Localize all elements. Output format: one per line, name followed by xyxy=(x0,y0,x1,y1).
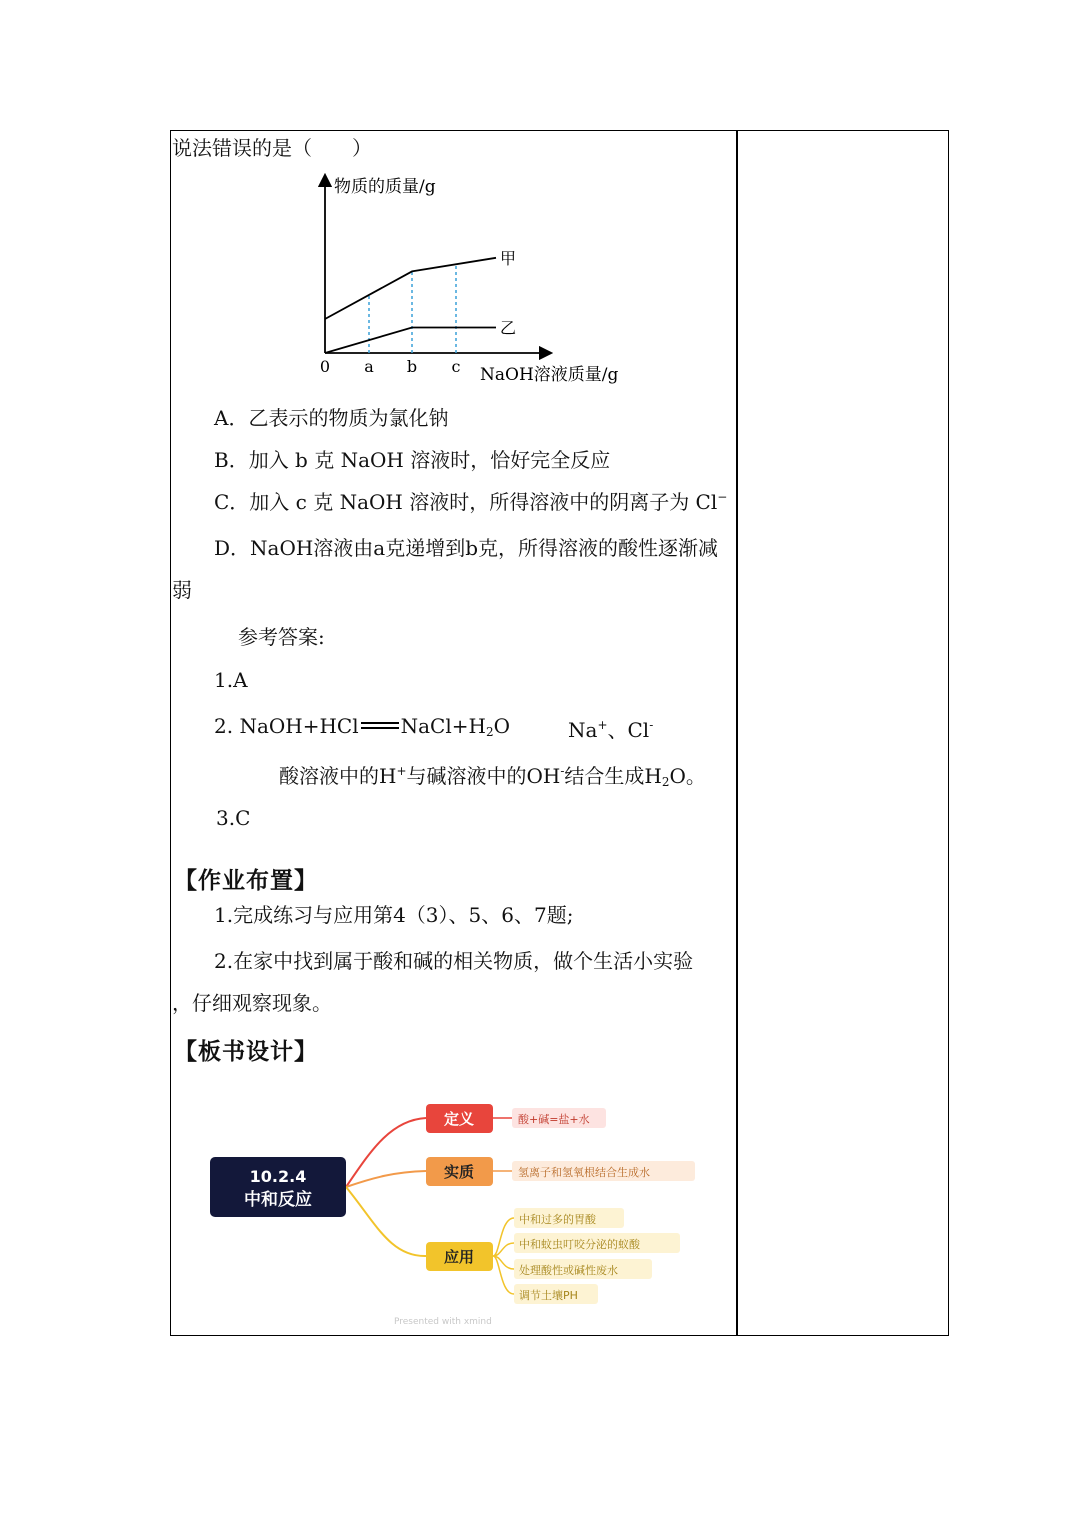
answer-1: 1.A xyxy=(214,668,248,692)
leaf-essence: 氢离子和氢氧根结合生成水 xyxy=(518,1166,650,1179)
x-tick-c: c xyxy=(451,357,461,376)
y-axis-label: 物质的质量/g xyxy=(334,177,436,197)
equation-reactants: 2. NaOH+HCl xyxy=(214,714,359,738)
option-d-line1: D．NaOH溶液由a克递增到b克，所得溶液的酸性逐渐减 xyxy=(214,536,719,560)
ion-na: Na xyxy=(568,718,598,742)
option-c-text: C．加入 c 克 NaOH 溶液时，所得溶液中的阴离子为 Cl xyxy=(214,490,718,514)
homework-item-2-line2: ，仔细观察现象。 xyxy=(172,991,332,1015)
explain-part3: 结合生成H xyxy=(564,764,662,788)
explain-oh-charge: - xyxy=(560,764,565,778)
branch-essence-label: 实质 xyxy=(443,1163,475,1181)
x-axis-label: NaOH溶液质量/g xyxy=(480,365,619,385)
series-line-1 xyxy=(325,328,496,354)
option-c-superscript: − xyxy=(717,490,728,504)
explain-h-charge: + xyxy=(396,764,407,778)
connector-essence xyxy=(346,1171,426,1187)
option-a: A．乙表示的物质为氯化钠 xyxy=(214,406,449,430)
x-tick-b: b xyxy=(406,357,418,376)
branch-application-label: 应用 xyxy=(443,1248,475,1266)
answer-2-explanation xyxy=(279,760,706,789)
ion-na-charge: + xyxy=(597,718,608,732)
answer-heading: 参考答案: xyxy=(238,625,325,649)
connector-definition xyxy=(346,1118,426,1187)
answer-3: 3.C xyxy=(216,806,251,830)
equation-products: NaCl+H xyxy=(400,714,486,738)
option-d-line2: 弱 xyxy=(172,578,192,602)
option-b: B．加入 b 克 NaOH 溶液时，恰好完全反应 xyxy=(214,448,611,472)
leaf-application: 中和过多的胃酸 xyxy=(519,1213,596,1226)
series-label-0: 甲 xyxy=(500,248,517,268)
explain-subscript: 2 xyxy=(661,775,670,789)
answer-2-equation xyxy=(214,714,510,738)
equation-products-end: O xyxy=(493,714,510,738)
option-c xyxy=(214,486,727,515)
mindmap-root-line1: 10.2.4 xyxy=(249,1167,307,1186)
series-label-1: 乙 xyxy=(500,318,517,338)
leaf-definition: 酸+碱=盐+水 xyxy=(518,1113,590,1126)
branch-definition-label: 定义 xyxy=(443,1110,475,1128)
leaf-application: 中和蚊虫叮咬分泌的蚁酸 xyxy=(519,1238,640,1251)
homework-title: 【作业布置】 xyxy=(174,868,318,894)
ion-cl-charge: - xyxy=(649,718,654,732)
homework-item-2-line1: 2.在家中找到属于酸和碱的相关物质，做个生活小实验 xyxy=(214,949,694,973)
ion-cl: 、Cl xyxy=(607,718,650,742)
connector-app-leaves xyxy=(493,1218,514,1294)
explain-part4: O。 xyxy=(669,764,706,788)
equation-subscript: 2 xyxy=(485,725,494,739)
homework-item-1: 1.完成练习与应用第4（3）、5、6、7题; xyxy=(214,903,574,927)
series-line-0 xyxy=(325,258,496,319)
x-tick-0: 0 xyxy=(319,357,331,376)
leaf-application: 处理酸性或碱性废水 xyxy=(519,1264,618,1277)
mindmap-root-line2: 中和反应 xyxy=(244,1190,312,1210)
explain-part1: 酸溶液中的H xyxy=(279,764,397,788)
question-intro: 说法错误的是（ ） xyxy=(172,136,372,160)
xmind-watermark: Presented with xmind xyxy=(394,1317,492,1327)
mass-chart xyxy=(300,168,640,390)
x-tick-a: a xyxy=(364,357,374,376)
board-title: 【板书设计】 xyxy=(174,1039,318,1065)
connector-application xyxy=(346,1187,426,1256)
mindmap xyxy=(200,1092,720,1332)
answer-2-ions xyxy=(568,714,653,743)
equation-equals-sign xyxy=(361,722,399,729)
leaf-application: 调节土壤PH xyxy=(519,1289,578,1302)
explain-part2: 与碱溶液中的OH xyxy=(406,764,561,788)
column-divider xyxy=(736,131,738,1335)
